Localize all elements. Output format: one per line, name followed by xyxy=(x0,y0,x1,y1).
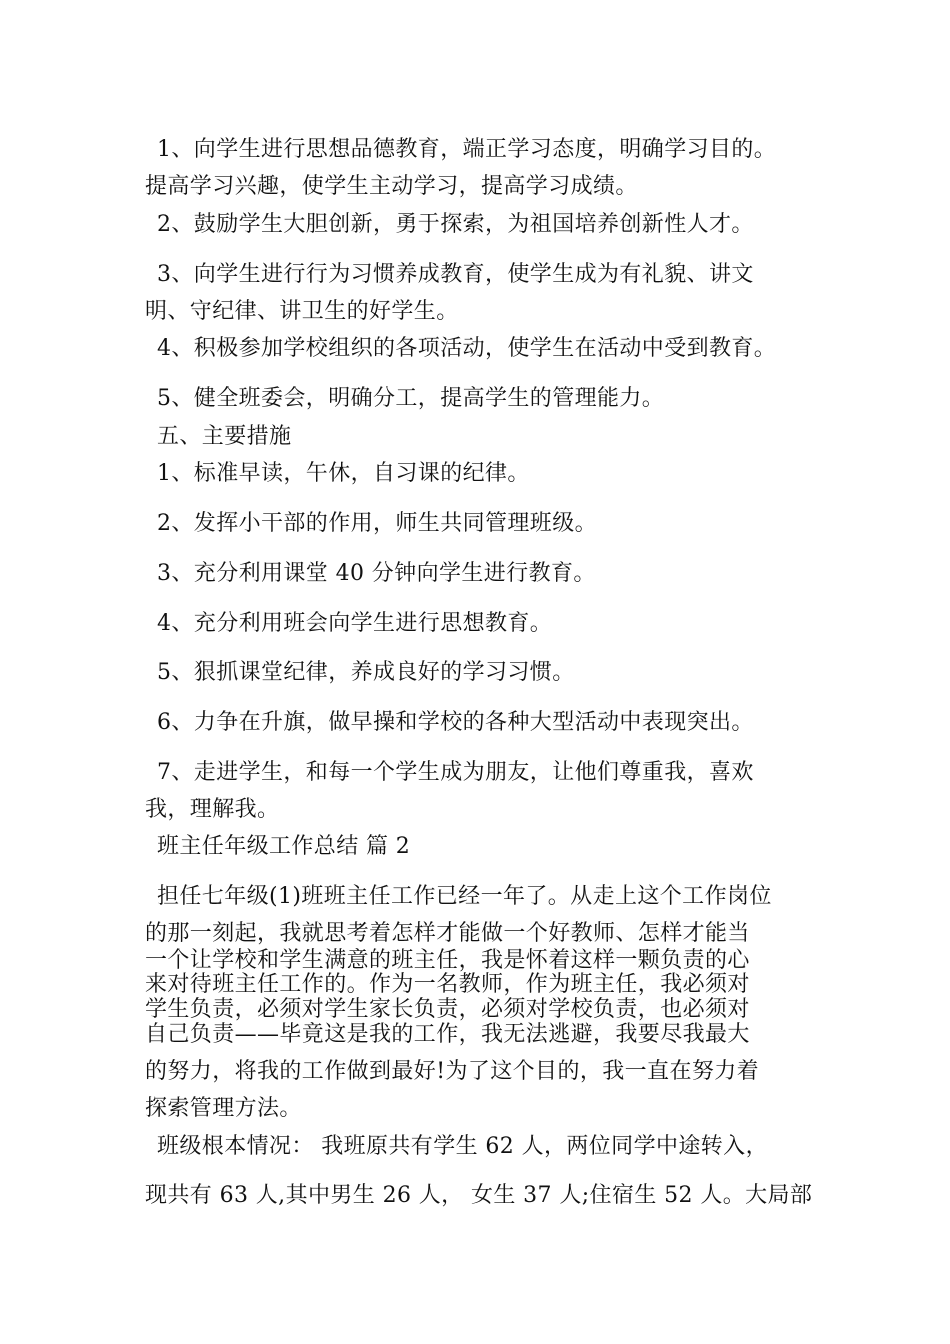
paragraph-line-2: 的那一刻起，我就思考着怎样才能做一个好教师、怎样才能当 xyxy=(145,921,750,946)
paragraph-line-3: 一个让学校和学生满意的班主任，我是怀着这样一颗负责的心 xyxy=(145,948,750,973)
class-info-line-2: 现共有 63 人,其中男生 26 人， 女生 37 人;住宿生 52 人。大局部 xyxy=(145,1183,813,1208)
goal-item-4: 4、积极参加学校组织的各项活动，使学生在活动中受到教育。 xyxy=(157,336,777,361)
goal-item-3-line-1: 3、向学生进行行为习惯养成教育，使学生成为有礼貌、讲文 xyxy=(157,262,754,287)
measure-item-3: 3、充分利用课堂 40 分钟向学生进行教育。 xyxy=(157,561,596,586)
measure-item-7-line-1: 7、走进学生，和每一个学生成为朋友，让他们尊重我，喜欢 xyxy=(157,760,754,785)
section-title-part-2: 班主任年级工作总结 篇 2 xyxy=(157,834,411,859)
measure-item-1: 1、标准早读，午休，自习课的纪律。 xyxy=(157,461,530,486)
section-heading-measures: 五、主要措施 xyxy=(157,424,292,449)
goal-item-2: 2、鼓励学生大胆创新，勇于探索，为祖国培养创新性人才。 xyxy=(157,212,754,237)
goal-item-1-line-2: 提高学习兴趣，使学生主动学习，提高学习成绩。 xyxy=(145,174,638,199)
goal-item-1-line-1: 1、向学生进行思想品德教育，端正学习态度，明确学习目的。 xyxy=(157,137,777,162)
measure-item-4: 4、充分利用班会向学生进行思想教育。 xyxy=(157,611,553,636)
paragraph-line-4: 来对待班主任工作的。作为一名教师，作为班主任，我必须对 xyxy=(145,972,750,997)
paragraph-line-5: 学生负责，必须对学生家长负责，必须对学校负责，也必须对 xyxy=(145,997,750,1022)
class-info-line-1: 班级根本情况： 我班原共有学生 62 人，两位同学中途转入， xyxy=(157,1134,768,1159)
measure-item-7-line-2: 我，理解我。 xyxy=(145,797,280,822)
measure-item-6: 6、力争在升旗，做早操和学校的各种大型活动中表现突出。 xyxy=(157,710,754,735)
paragraph-line-8: 探索管理方法。 xyxy=(145,1096,302,1121)
measure-item-5: 5、狠抓课堂纪律，养成良好的学习习惯。 xyxy=(157,660,575,685)
measure-item-2: 2、发挥小干部的作用，师生共同管理班级。 xyxy=(157,511,597,536)
goal-item-3-line-2: 明、守纪律、讲卫生的好学生。 xyxy=(145,299,459,324)
paragraph-line-7: 的努力，将我的工作做到最好!为了这个目的，我一直在努力着 xyxy=(145,1059,760,1084)
paragraph-line-6: 自己负责——毕竟这是我的工作，我无法逃避，我要尽我最大 xyxy=(145,1022,750,1047)
paragraph-line-1: 担任七年级(1)班班主任工作已经一年了。从走上这个工作岗位 xyxy=(157,884,772,909)
goal-item-5: 5、健全班委会，明确分工，提高学生的管理能力。 xyxy=(157,386,665,411)
